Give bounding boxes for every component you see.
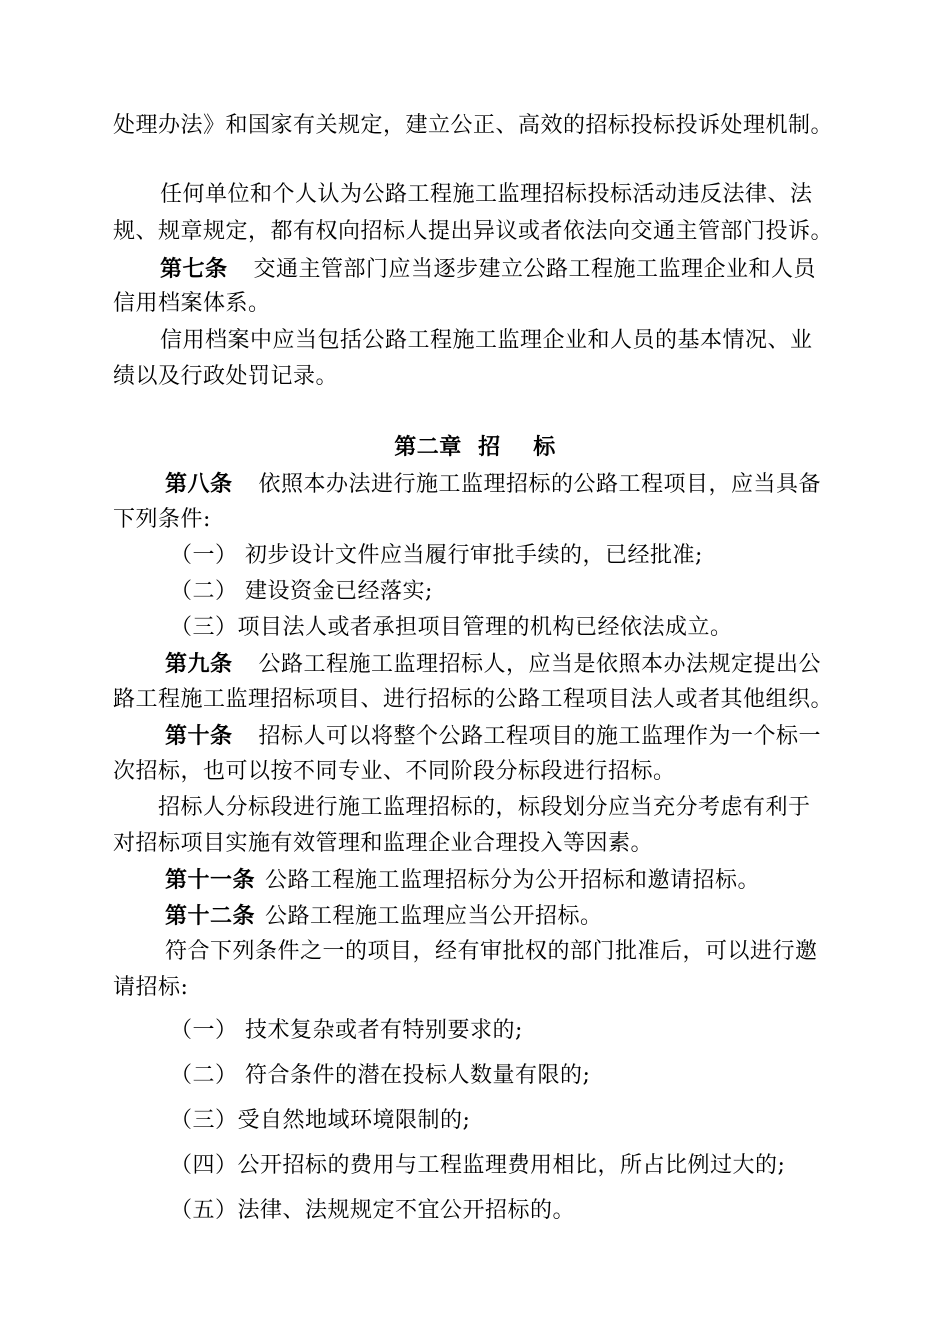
article-text: 交通主管部门应当逐步建立公路工程施工监理企业和人员 [253,257,817,282]
article-number: 第十条 [165,723,233,749]
article-number: 第八条 [165,471,233,497]
article-9 [0,649,950,679]
paragraph-line: 任何单位和个人认为公路工程施工监理招标投标活动违反法律、法 [160,182,813,207]
paragraph-line: 绩以及行政处罚记录。 [113,364,339,389]
paragraph-line: 请招标: [113,975,189,1000]
list-item: （一） 技术复杂或者有特别要求的; [170,1018,523,1043]
list-item: （五）法律、法规规定不宜公开招标的。 [170,1198,576,1223]
paragraph-line: 招标人分标段进行施工监理招标的，标段划分应当充分考虑有利于 [158,795,811,820]
list-item: （三）项目法人或者承担项目管理的机构已经依法成立。 [170,615,733,640]
paragraph-line: 处理办法》和国家有关规定，建立公正、高效的招标投标投诉处理机制。 [113,113,834,138]
list-item: （二） 建设资金已经落实; [170,579,433,604]
article-number: 第十二条 [165,903,256,929]
list-item: （一） 初步设计文件应当履行审批手续的，已经批准; [170,543,703,568]
article-text: 招标人可以将整个公路工程项目的施工监理作为一个标一 [258,724,822,749]
article-text: 公路工程施工监理招标人，应当是依照本办法规定提出公 [258,652,822,677]
paragraph-line: 符合下列条件之一的项目，经有审批权的部门批准后，可以进行邀 [165,939,818,964]
paragraph-line: 次招标，也可以按不同专业、不同阶段分标段进行招标。 [113,759,676,784]
article-11 [0,865,950,895]
article-7 [0,254,950,284]
list-item: （四）公开招标的费用与工程监理费用相比，所占比例过大的; [170,1153,786,1178]
paragraph-line: 路工程施工监理招标项目、进行招标的公路工程项目法人或者其他组织。 [113,687,834,712]
article-number: 第七条 [160,256,228,282]
article-text: 公路工程施工监理招标分为公开招标和邀请招标。 [265,868,761,893]
article-10 [0,721,950,751]
article-12 [0,901,950,931]
paragraph-line: 下列条件: [113,507,211,532]
chapter-heading: 第二章 招 标 [394,434,556,460]
article-text: 公路工程施工监理应当公开招标。 [265,904,603,929]
article-8 [0,469,950,499]
paragraph-line: 信用档案体系。 [113,291,271,316]
paragraph-line: 对招标项目实施有效管理和监理企业合理投入等因素。 [113,831,654,856]
article-number: 第九条 [165,651,233,677]
list-item: （三）受自然地域环境限制的; [170,1108,471,1133]
paragraph-line: 规、规章规定，都有权向招标人提出异议或者依法向交通主管部门投诉。 [113,219,834,244]
article-number: 第十一条 [165,867,256,893]
paragraph-line: 信用档案中应当包括公路工程施工监理企业和人员的基本情况、业 [160,328,813,353]
article-text: 依照本办法进行施工监理招标的公路工程项目，应当具备 [258,472,822,497]
list-item: （二） 符合条件的潜在投标人数量有限的; [170,1063,591,1088]
